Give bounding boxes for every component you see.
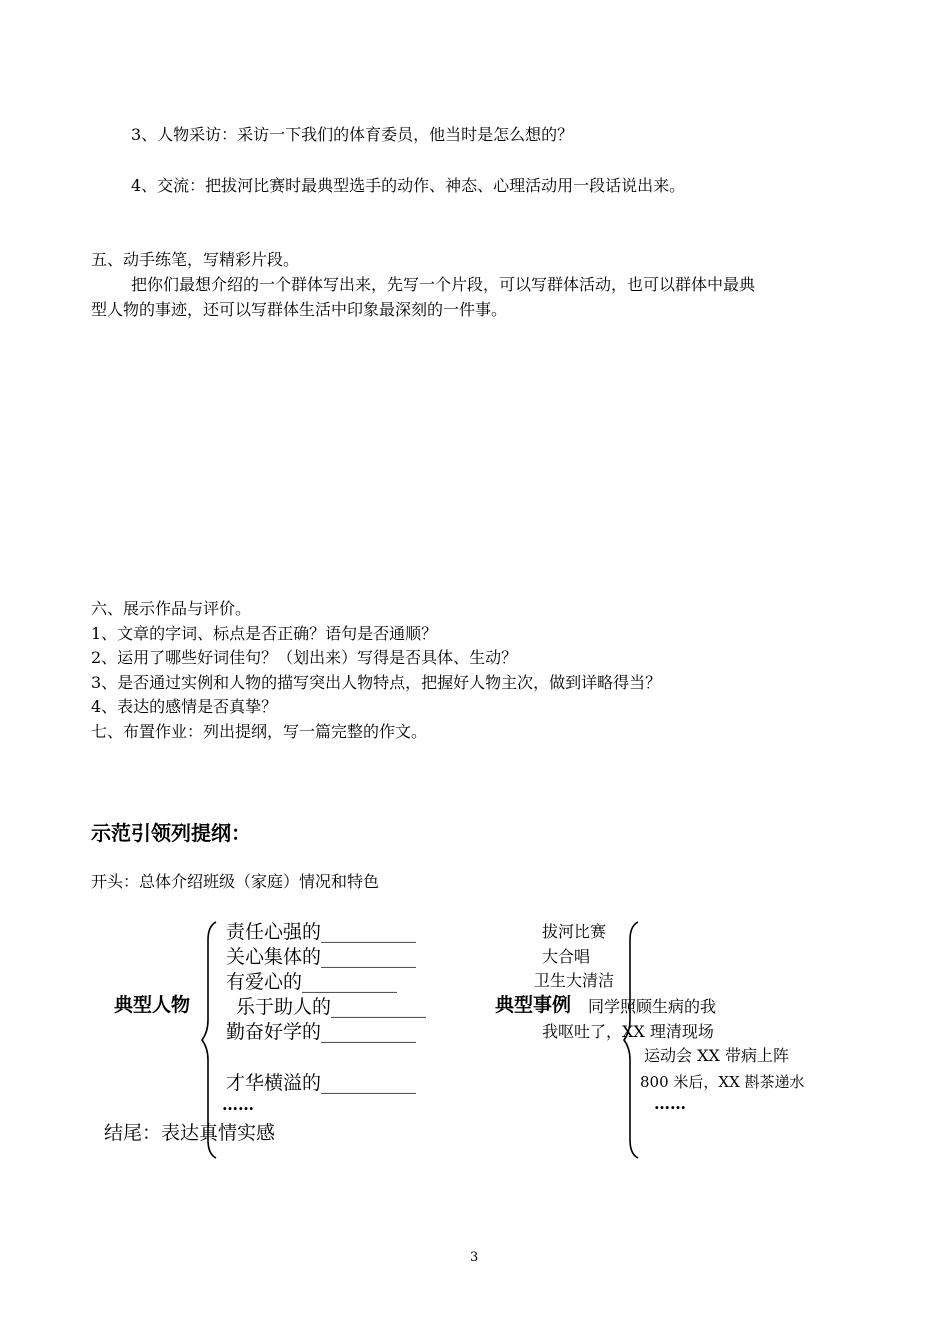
outline-ending: 结尾：表达真情实感 [104, 1122, 276, 1144]
section-6-item-2: 2、运用了哪些好词佳句？（划出来）写得是否具体、生动？ [91, 648, 518, 667]
events-label: 典型事例 [495, 994, 572, 1016]
outline-heading: 示范引领列提纲： [91, 821, 251, 845]
section-7-homework: 七、布置作业：列出提纲，写一篇完整的作文。 [91, 722, 428, 741]
section-6-item-3: 3、是否通过实例和人物的描写突出人物特点，把握好人物主次，做到详略得当？ [91, 673, 662, 692]
section-6-item-1: 1、文章的字词、标点是否正确？语句是否通顺？ [91, 624, 438, 643]
page-number: 3 [470, 1250, 479, 1265]
question-3: 3、人物采访：采访一下我们的体育委员，他当时是怎么想的？ [131, 125, 574, 144]
person-trait-2: 关心集体的__________ [226, 946, 417, 968]
events-ellipsis: …… [654, 1094, 686, 1113]
event-7: 800 米后，XX 斟茶递水 [640, 1073, 805, 1091]
event-4: 同学照顾生病的我 [588, 997, 717, 1016]
section-5-paragraph-line-2: 型人物的事迹，还可以写群体生活中印象最深刻的一件事。 [91, 300, 508, 319]
section-6-item-4: 4、表达的感情是否真挚？ [91, 697, 278, 716]
section-5-paragraph-line-1: 把你们最想介绍的一个群体写出来，先写一个片段，可以写群体活动，也可以群体中最典 [131, 275, 756, 294]
event-2: 大合唱 [542, 947, 591, 966]
person-trait-4: 乐于助人的__________ [236, 996, 427, 1018]
people-ellipsis: …… [222, 1095, 254, 1114]
person-trait-3: 有爱心的__________ [226, 971, 398, 993]
section-5-title: 五、动手练笔，写精彩片段。 [91, 250, 300, 269]
event-3: 卫生大清洁 [534, 971, 615, 990]
section-6-title: 六、展示作品与评价。 [91, 599, 252, 618]
outline-opening: 开头：总体介绍班级（家庭）情况和特色 [91, 872, 380, 891]
event-5: 我呕吐了，XX 理清现场 [542, 1022, 714, 1041]
question-4: 4、交流：把拔河比赛时最典型选手的动作、神态、心理活动用一段话说出来。 [131, 176, 686, 195]
event-6: 运动会 XX 带病上阵 [644, 1046, 789, 1065]
people-label: 典型人物 [114, 994, 191, 1016]
event-1: 拔河比赛 [542, 922, 607, 941]
person-trait-5: 勤奋好学的__________ [226, 1021, 417, 1043]
person-trait-6: 才华横溢的__________ [226, 1072, 417, 1094]
person-trait-1: 责任心强的__________ [226, 921, 417, 943]
